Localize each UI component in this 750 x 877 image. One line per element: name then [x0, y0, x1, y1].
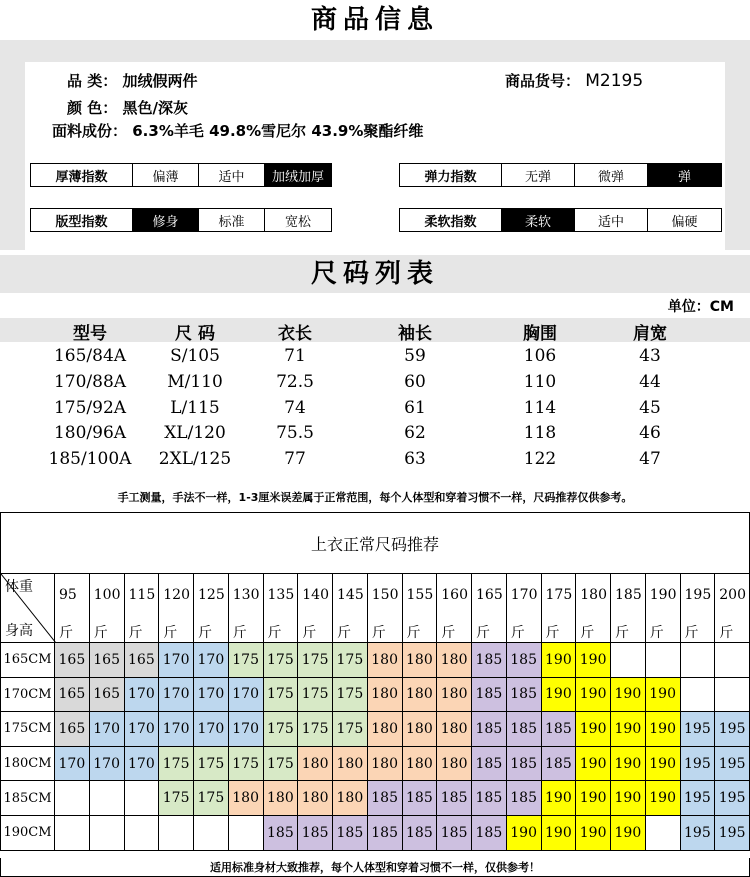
- size-cell: 180: [403, 643, 438, 678]
- size-table-cell: L/115: [170, 397, 220, 418]
- recommendation-title: 上衣正常尺码推荐: [0, 512, 750, 574]
- size-table-cell: 77: [284, 449, 306, 470]
- sku-value: M2195: [585, 71, 644, 91]
- size-cell: 180: [333, 781, 368, 816]
- elasticity-scale: [399, 163, 722, 187]
- size-cell: 170: [194, 643, 229, 678]
- size-cell: 190: [611, 678, 646, 713]
- size-cell: 190: [646, 712, 681, 747]
- softness-scale-title: 柔软指数: [400, 209, 502, 231]
- size-cell: 185: [472, 678, 507, 713]
- empty-cell: [55, 816, 90, 851]
- empty-cell: [90, 781, 125, 816]
- size-cell: 185: [507, 747, 542, 782]
- size-cell: 185: [542, 747, 577, 782]
- size-cell: 170: [159, 678, 194, 713]
- size-table-cell: M/110: [167, 371, 223, 392]
- height-label: 180CM: [0, 747, 55, 782]
- size-cell: 180: [333, 747, 368, 782]
- corner-cell: [0, 574, 55, 643]
- size-cell: 190: [611, 781, 646, 816]
- size-cell: 190: [611, 712, 646, 747]
- height-label: 165CM: [0, 643, 55, 678]
- size-cell: 180: [368, 643, 403, 678]
- size-cell: 165: [55, 643, 90, 678]
- height-label: 170CM: [0, 678, 55, 713]
- size-cell: 175: [229, 643, 264, 678]
- elasticity-option: 微弹: [575, 164, 648, 186]
- size-cell: 170: [125, 712, 160, 747]
- size-cell: 185: [507, 678, 542, 713]
- weight-header: 180 斤: [576, 574, 611, 643]
- size-cell: 180: [368, 678, 403, 713]
- weight-header: 165 斤: [472, 574, 507, 643]
- size-table-cell: 180/96A: [53, 423, 127, 444]
- empty-cell: [681, 643, 716, 678]
- size-cell: 185: [472, 781, 507, 816]
- size-cell: 190: [576, 781, 611, 816]
- weight-header: 195 斤: [681, 574, 716, 643]
- corner-height-label: 身高: [5, 623, 33, 639]
- size-cell: 185: [403, 816, 438, 851]
- empty-cell: [646, 643, 681, 678]
- size-cell: 175: [194, 781, 229, 816]
- category-label: 品 类：: [67, 72, 118, 90]
- size-cell: 170: [159, 643, 194, 678]
- size-table-header: 尺 码: [175, 324, 215, 344]
- size-cell: 190: [646, 781, 681, 816]
- size-table-cell: 2XL/125: [158, 449, 232, 470]
- size-cell: 185: [437, 781, 472, 816]
- size-cell: 195: [681, 816, 716, 851]
- fit-option-selected: 修身: [133, 209, 199, 231]
- size-cell: 170: [125, 678, 160, 713]
- category-value: 加绒假两件: [122, 72, 198, 90]
- empty-cell: [611, 643, 646, 678]
- fabric-label: 面料成份：: [52, 122, 128, 140]
- size-cell: 180: [437, 678, 472, 713]
- fit-option: 宽松: [284, 214, 311, 230]
- size-table-cell: 74: [284, 397, 306, 418]
- size-cell: 185: [368, 816, 403, 851]
- size-table-cell: 122: [523, 449, 557, 470]
- size-cell: 195: [715, 712, 750, 747]
- weight-header: 145 斤: [333, 574, 368, 643]
- sku-label: 商品货号：: [505, 72, 581, 90]
- banner-product-info: 商品信息: [0, 0, 750, 40]
- size-table-cell: 61: [404, 397, 426, 418]
- empty-cell: [715, 678, 750, 713]
- fit-option: 标准: [199, 209, 265, 231]
- softness-option-selected: 柔软: [502, 209, 575, 231]
- thickness-option: 适中: [199, 164, 265, 186]
- size-table-cell: 47: [639, 449, 661, 470]
- size-cell: 195: [681, 781, 716, 816]
- size-table-cell: 175/92A: [53, 397, 127, 418]
- size-cell: 195: [715, 816, 750, 851]
- weight-header: 155 斤: [403, 574, 438, 643]
- weight-header: 160 斤: [437, 574, 472, 643]
- size-cell: 195: [681, 712, 716, 747]
- unit-label: 单位：CM: [667, 299, 734, 315]
- empty-cell: [715, 643, 750, 678]
- weight-header: 130 斤: [229, 574, 264, 643]
- corner-weight-label: 体重: [5, 579, 33, 595]
- size-cell: 185: [472, 643, 507, 678]
- fabric-row: [52, 120, 423, 141]
- size-cell: 180: [437, 712, 472, 747]
- size-cell: 175: [264, 678, 299, 713]
- size-table-cell: 165/84A: [53, 346, 127, 366]
- empty-cell: [90, 816, 125, 851]
- size-cell: 175: [333, 712, 368, 747]
- size-cell: 180: [298, 781, 333, 816]
- size-cell: 185: [368, 781, 403, 816]
- size-cell: 190: [507, 816, 542, 851]
- thickness-scale: [30, 163, 332, 187]
- size-cell: 190: [576, 678, 611, 713]
- size-cell: 170: [90, 747, 125, 782]
- size-table-cell: 185/100A: [48, 449, 132, 470]
- size-table-cell: 110: [523, 371, 557, 392]
- thickness-option-selected: 加绒加厚: [265, 164, 331, 186]
- fit-scale-title: 版型指数: [31, 209, 133, 231]
- size-cell: 165: [125, 643, 160, 678]
- size-cell: 190: [576, 747, 611, 782]
- weight-header: 175 斤: [542, 574, 577, 643]
- size-table-cell: 118: [523, 423, 557, 444]
- empty-cell: [194, 816, 229, 851]
- size-cell: 170: [194, 678, 229, 713]
- size-cell: 190: [611, 816, 646, 851]
- banner-size-list: 尺码列表: [0, 255, 750, 293]
- size-table-cell: 46: [639, 423, 661, 444]
- elasticity-option: 无弹: [502, 164, 575, 186]
- size-table-cell: 44: [639, 371, 661, 392]
- weight-header: 150 斤: [368, 574, 403, 643]
- size-cell: 170: [90, 712, 125, 747]
- size-cell: 180: [403, 712, 438, 747]
- size-table-header: 衣长: [278, 324, 312, 344]
- weight-header: 95 斤: [55, 574, 90, 643]
- size-table-cell: 59: [404, 346, 426, 366]
- weight-header: 140 斤: [298, 574, 333, 643]
- size-cell: 175: [159, 781, 194, 816]
- size-cell: 190: [646, 747, 681, 782]
- size-cell: 170: [229, 712, 264, 747]
- size-cell: 185: [507, 712, 542, 747]
- elasticity-scale-title: 弹力指数: [400, 164, 502, 186]
- height-label: 175CM: [0, 712, 55, 747]
- softness-scale: [399, 208, 722, 232]
- size-cell: 190: [542, 781, 577, 816]
- size-cell: 180: [368, 747, 403, 782]
- color-label: 颜 色：: [67, 99, 118, 117]
- size-cell: 175: [264, 643, 299, 678]
- size-table-header: 型号: [73, 324, 107, 344]
- size-cell: 180: [437, 643, 472, 678]
- size-table-cell: 114: [523, 397, 557, 418]
- size-cell: 195: [715, 747, 750, 782]
- size-cell: 185: [403, 781, 438, 816]
- size-cell: 165: [55, 678, 90, 713]
- weight-header: 100 斤: [90, 574, 125, 643]
- height-label: 190CM: [0, 816, 55, 851]
- size-cell: 180: [437, 747, 472, 782]
- size-cell: 180: [264, 781, 299, 816]
- size-cell: 195: [681, 747, 716, 782]
- size-cell: 175: [229, 747, 264, 782]
- weight-header: 135 斤: [264, 574, 299, 643]
- softness-option: 偏硬: [671, 214, 698, 230]
- size-cell: 165: [55, 712, 90, 747]
- empty-cell: [159, 816, 194, 851]
- size-cell: 190: [576, 712, 611, 747]
- recommendation-note: 适用标准身材大致推荐，每个人体型和穿着习惯不一样，仅供参考！: [0, 858, 750, 877]
- size-cell: 180: [403, 747, 438, 782]
- weight-header: 170 斤: [507, 574, 542, 643]
- size-cell: 165: [90, 678, 125, 713]
- size-table-header: 肩宽: [633, 324, 667, 344]
- size-cell: 185: [507, 781, 542, 816]
- weight-header: 190 斤: [646, 574, 681, 643]
- empty-cell: [646, 816, 681, 851]
- size-cell: 170: [125, 747, 160, 782]
- size-cell: 185: [472, 816, 507, 851]
- size-cell: 185: [507, 643, 542, 678]
- size-cell: 185: [542, 712, 577, 747]
- size-cell: 185: [333, 816, 368, 851]
- size-cell: 175: [298, 678, 333, 713]
- size-cell: 180: [298, 747, 333, 782]
- size-table-cell: 43: [639, 346, 661, 366]
- size-cell: 190: [542, 816, 577, 851]
- size-cell: 175: [264, 712, 299, 747]
- sku-row: [505, 70, 643, 91]
- size-cell: 190: [576, 816, 611, 851]
- size-table-cell: 106: [523, 346, 557, 366]
- size-table-header: 胸围: [523, 324, 557, 344]
- elasticity-option-selected: 弹: [648, 164, 721, 186]
- size-table-cell: 71: [284, 346, 306, 366]
- category-row: [67, 70, 197, 91]
- size-cell: 180: [368, 712, 403, 747]
- size-cell: 175: [194, 747, 229, 782]
- size-cell: 170: [194, 712, 229, 747]
- size-cell: 190: [542, 643, 577, 678]
- size-cell: 165: [90, 643, 125, 678]
- size-cell: 190: [611, 747, 646, 782]
- size-table-cell: 75.5: [276, 423, 314, 444]
- size-cell: 170: [159, 712, 194, 747]
- size-cell: 185: [472, 747, 507, 782]
- size-cell: 185: [437, 816, 472, 851]
- empty-cell: [125, 816, 160, 851]
- empty-cell: [681, 678, 716, 713]
- size-cell: 185: [264, 816, 299, 851]
- size-table-cell: XL/120: [164, 423, 226, 444]
- size-cell: 175: [159, 747, 194, 782]
- size-cell: 195: [715, 781, 750, 816]
- weight-header: 125 斤: [194, 574, 229, 643]
- size-cell: 185: [472, 712, 507, 747]
- empty-cell: [229, 816, 264, 851]
- size-table-cell: S/105: [170, 346, 220, 366]
- weight-header: 120 斤: [159, 574, 194, 643]
- size-cell: 175: [333, 643, 368, 678]
- size-cell: 170: [55, 747, 90, 782]
- height-label: 185CM: [0, 781, 55, 816]
- size-cell: 190: [646, 678, 681, 713]
- color-row: [67, 97, 188, 118]
- size-cell: 180: [403, 678, 438, 713]
- size-cell: 170: [229, 678, 264, 713]
- weight-header: 185 斤: [611, 574, 646, 643]
- size-cell: 175: [333, 678, 368, 713]
- size-cell: 175: [264, 747, 299, 782]
- size-cell: 175: [298, 643, 333, 678]
- empty-cell: [125, 781, 160, 816]
- size-table-cell: 63: [404, 449, 426, 470]
- fabric-value: 6.3%羊毛 49.8%雪尼尔 43.9%聚酯纤维: [132, 122, 424, 140]
- size-table-cell: 60: [404, 371, 426, 392]
- size-cell: 180: [229, 781, 264, 816]
- size-table-cell: 170/88A: [53, 371, 127, 392]
- empty-cell: [55, 781, 90, 816]
- softness-option: 适中: [575, 209, 648, 231]
- size-table-cell: 45: [639, 397, 661, 418]
- size-table-cell: 72.5: [276, 371, 314, 392]
- size-cell: 190: [542, 678, 577, 713]
- measurement-note: 手工测量，手法不一样，1-3厘米误差属于正常范围，每个人体型和穿着习惯不一样，尺码推荐仅供参考。: [117, 491, 633, 504]
- size-cell: 190: [576, 643, 611, 678]
- size-recommendation-chart: [0, 512, 750, 877]
- fit-scale: [30, 208, 332, 232]
- thickness-scale-title: 厚薄指数: [31, 164, 133, 186]
- size-table-cell: 62: [404, 423, 426, 444]
- weight-header: 115 斤: [125, 574, 160, 643]
- size-cell: 175: [298, 712, 333, 747]
- size-table-header: 袖长: [398, 324, 432, 344]
- color-value: 黑色/深灰: [122, 99, 188, 117]
- thickness-option: 偏薄: [133, 164, 199, 186]
- weight-header: 200 斤: [715, 574, 750, 643]
- size-cell: 185: [298, 816, 333, 851]
